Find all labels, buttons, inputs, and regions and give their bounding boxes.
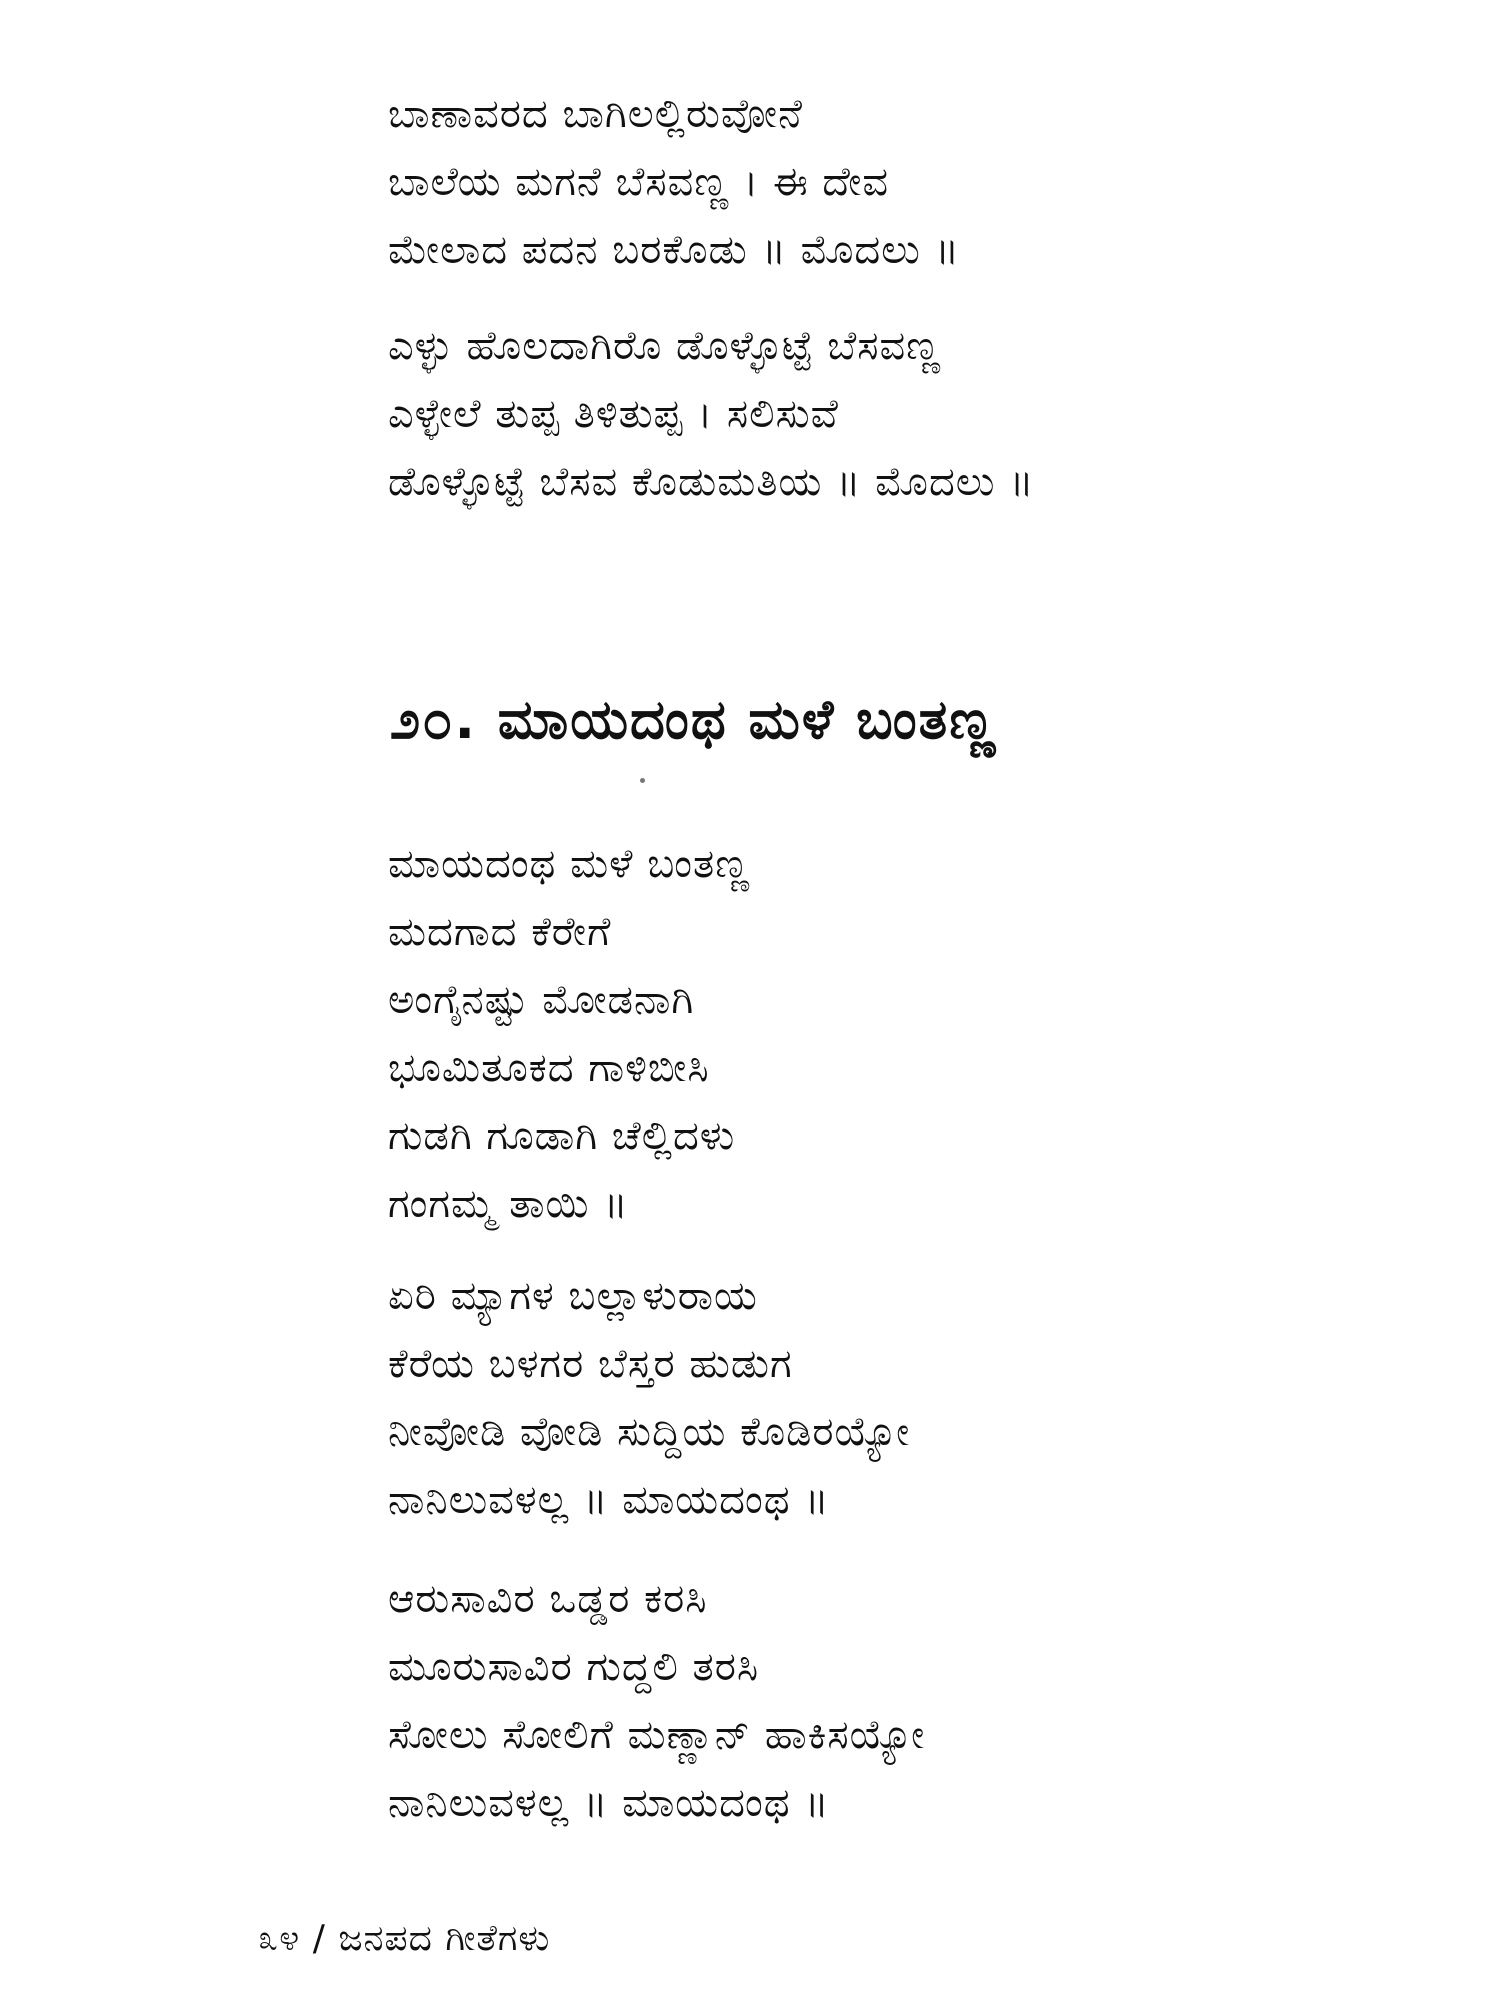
- verse-line: ಬಾಣಾವರದ ಬಾಗಿಲಲ್ಲಿರುವೋನೆ: [388, 91, 803, 137]
- page-footer: ೩೪ / ಜನಪದ ಗೀತೆಗಳು: [258, 1918, 551, 1959]
- verse-line: ಮೇಲಾದ ಪದನ ಬರಕೊಡು ॥ ಮೊದಲು ॥: [388, 227, 960, 273]
- verse-line: ನಾನಿಲುವಳಲ್ಲ ॥ ಮಾಯದಂಥ ॥: [388, 1477, 830, 1523]
- verse-line: ಮೂರುಸಾವಿರ ಗುದ್ದಲಿ ತರಸಿ: [388, 1644, 760, 1690]
- verse-line: ಡೊಳ್ಳೊಟ್ಟೆ ಬೆಸವ ಕೊಡುಮತಿಯ ॥ ಮೊದಲು ॥: [388, 459, 1035, 505]
- verse-line: ಸೋಲು ಸೋಲಿಗೆ ಮಣ್ಣಾನ್ ಹಾಕಿಸಯ್ಯೋ: [388, 1712, 926, 1758]
- verse-line: ನೀವೋಡಿ ವೋಡಿ ಸುದ್ದಿಯ ಕೊಡಿರಯ್ಯೋ: [388, 1409, 911, 1455]
- verse-line: ಗಂಗಮ್ಮ ತಾಯಿ ॥: [388, 1181, 629, 1227]
- verse-line: ಕೆರೆಯ ಬಳಗರ ಬೆಸ್ತರ ಹುಡುಗ: [388, 1341, 793, 1387]
- verse-line: ಎಳ್ಳೇಲೆ ತುಪ್ಪ ತಿಳಿತುಪ್ಪ । ಸಲಿಸುವೆ: [388, 391, 839, 437]
- verse-line: ಎಳ್ಳು ಹೊಲದಾಗಿರೊ ಡೊಳ್ಳೊಟ್ಟೆ ಬೆಸವಣ್ಣ: [388, 323, 942, 369]
- verse-line: ಬಾಲೆಯ ಮಗನೆ ಬೆಸವಣ್ಣ । ಈ ದೇವ: [388, 159, 890, 205]
- verse-line: ಏರಿ ಮ್ಯಾಗಳ ಬಲ್ಲಾಳುರಾಯ: [388, 1273, 758, 1319]
- verse-line: ಆರುಸಾವಿರ ಒಡ್ಡರ ಕರಸಿ: [388, 1576, 708, 1622]
- verse-line: ಮದಗಾದ ಕೆರೇಗೆ: [388, 909, 612, 955]
- verse-line: ನಾನಿಲುವಳಲ್ಲ ॥ ಮಾಯದಂಥ ॥: [388, 1780, 830, 1826]
- verse-line: ಅಂಗೈನಷ್ಟು ಮೋಡನಾಗಿ: [388, 977, 695, 1023]
- speck-mark: [640, 778, 645, 783]
- stanza-song-2: [388, 1262, 1388, 1534]
- song-title: ೨೦. ಮಾಯದಂಥ ಮಳೆ ಬಂತಣ್ಣ: [390, 688, 998, 751]
- verse-line: ಮಾಯದಂಥ ಮಳೆ ಬಂತಣ್ಣ: [388, 841, 751, 887]
- verse-line: ಗುಡಗಿ ಗೂಡಾಗಿ ಚೆಲ್ಲಿದಳು: [388, 1113, 736, 1159]
- stanza-top-2: [388, 312, 1388, 516]
- stanza-song-3: [388, 1565, 1388, 1837]
- stanza-top-1: [388, 80, 1388, 284]
- verse-line: ಭೂಮಿತೂಕದ ಗಾಳಿಬೀಸಿ: [388, 1045, 710, 1091]
- stanza-song-1: [388, 830, 1388, 1238]
